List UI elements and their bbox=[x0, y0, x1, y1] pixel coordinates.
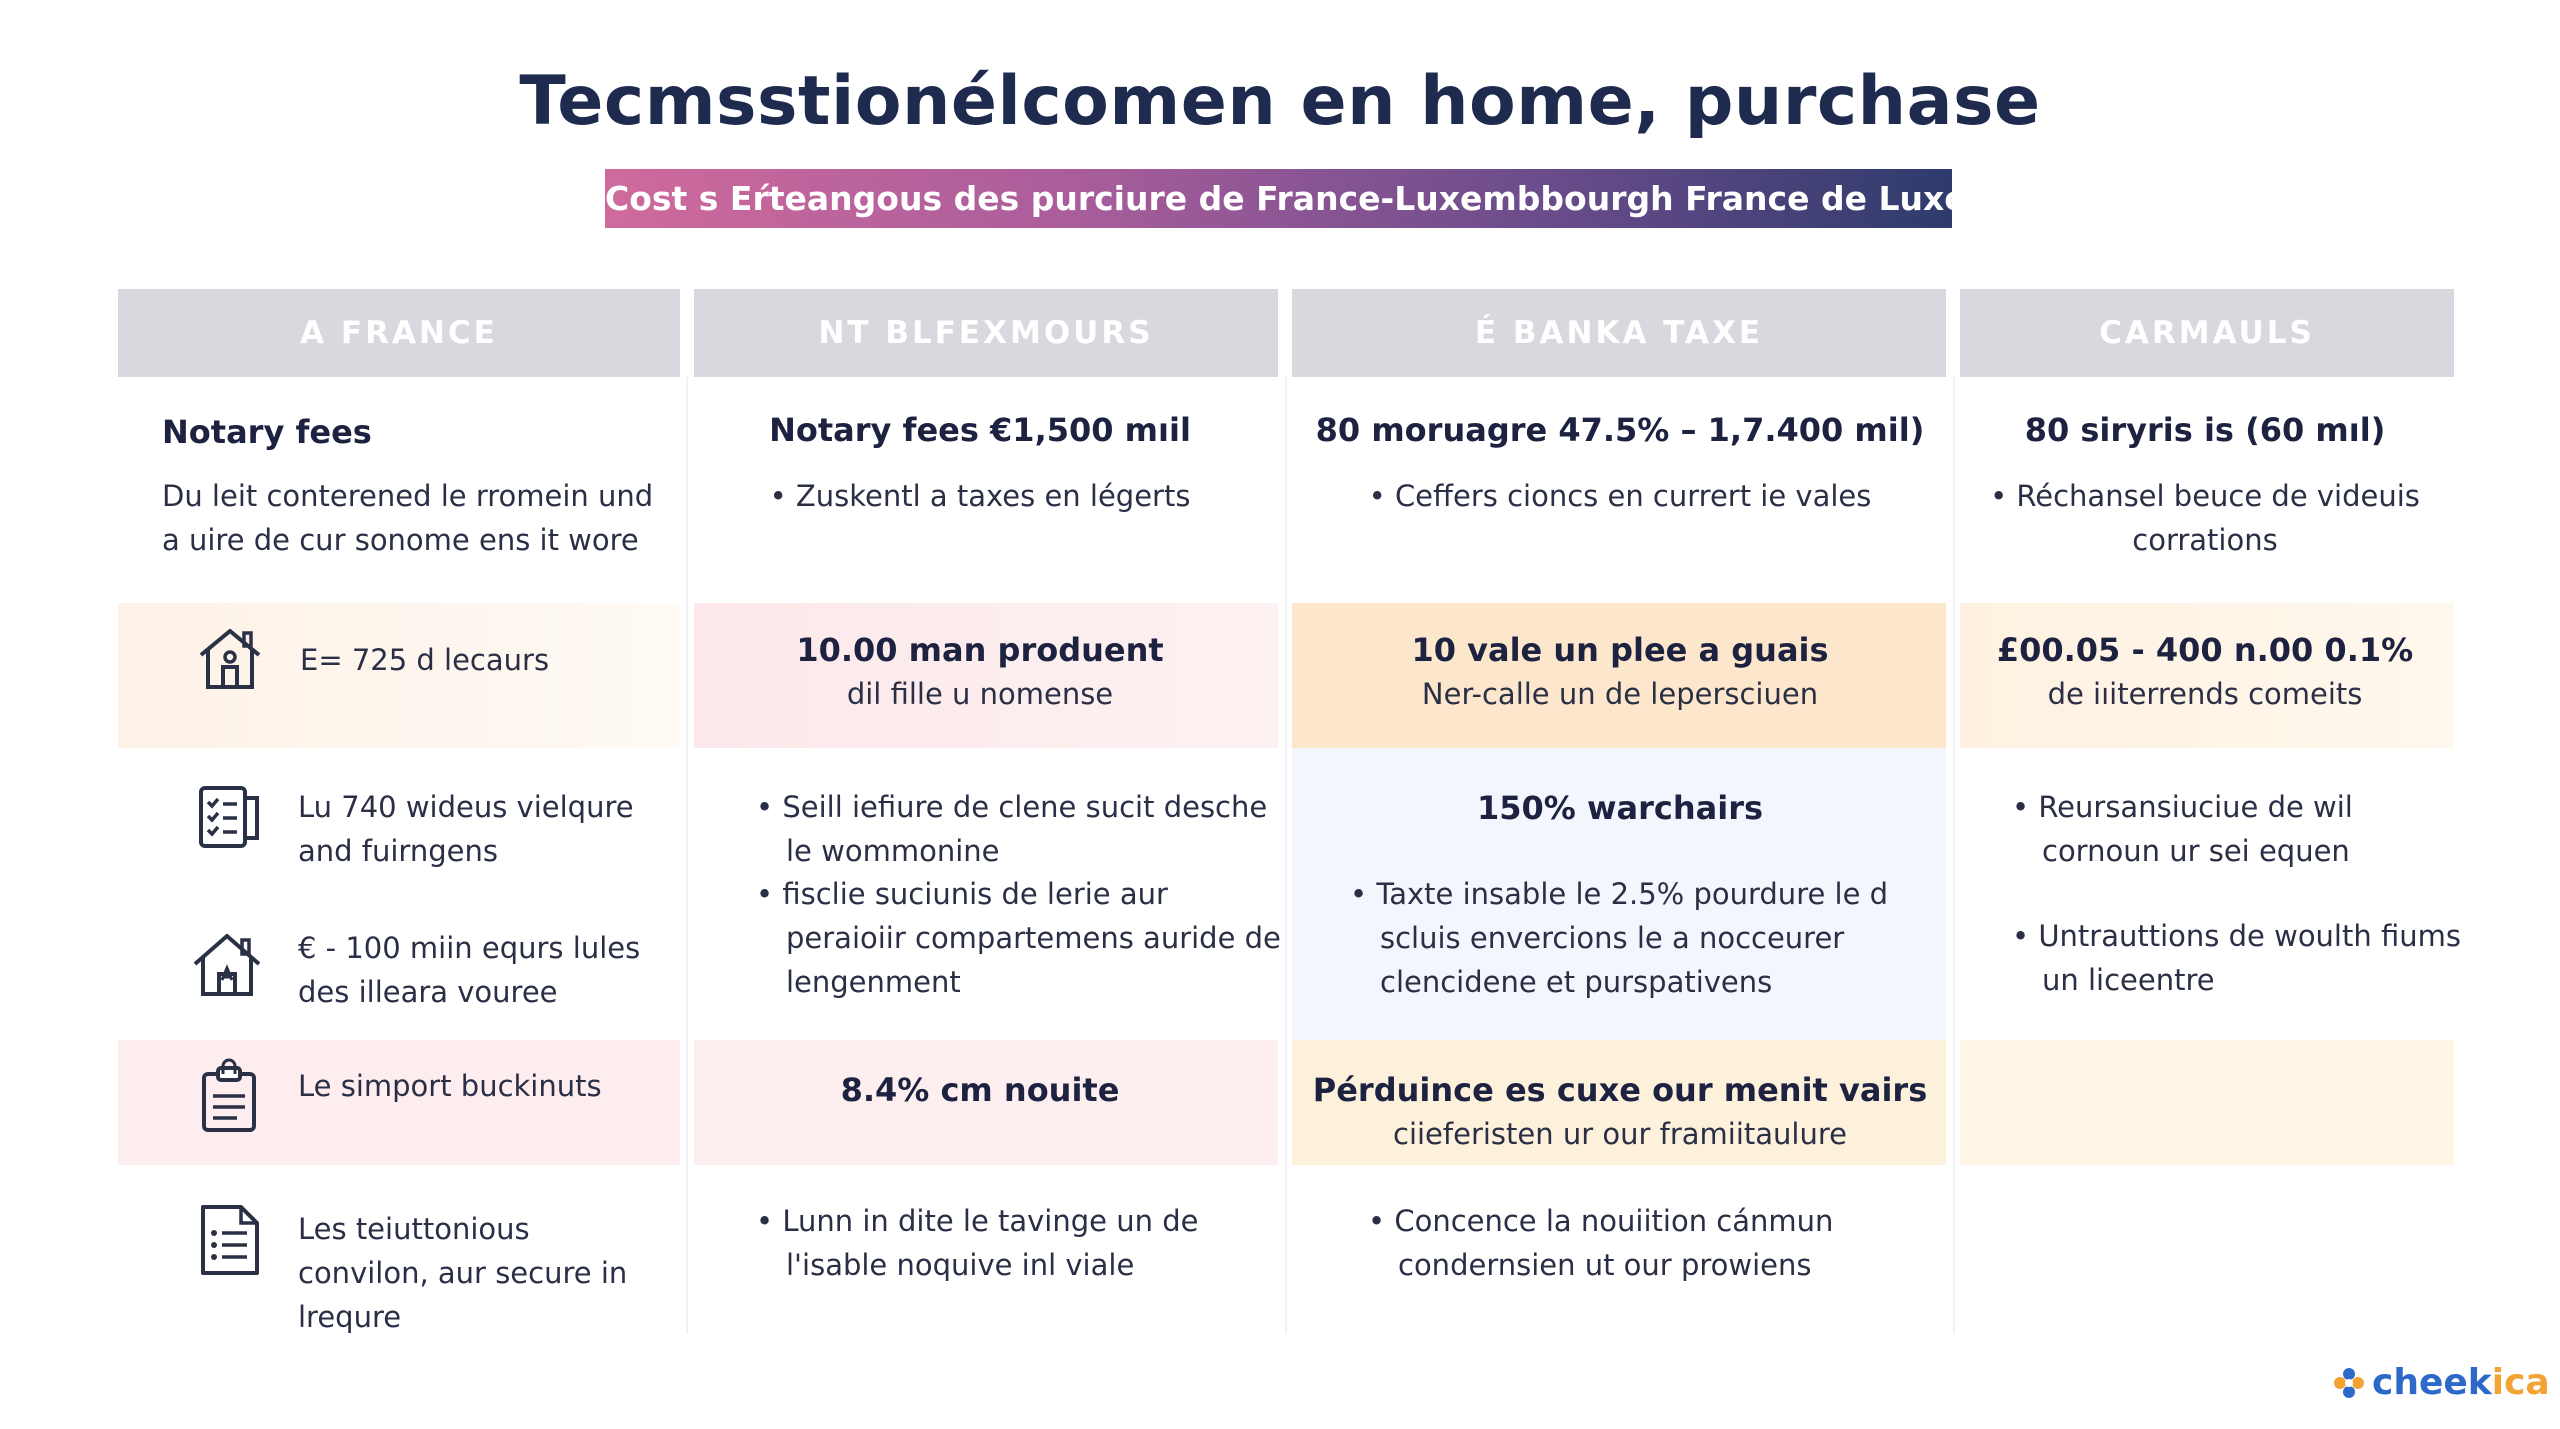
column-header-france: A FRANCE bbox=[118, 289, 680, 377]
row3-bank-title: 150% warchairs bbox=[1476, 789, 1764, 827]
row4-france-text: Le simport buckinuts bbox=[298, 1069, 602, 1103]
row3-carmauls-bullet-a: • Reursansiuciue de wil cornoun ur sei equen bbox=[2012, 790, 2353, 868]
row4-lux-title: 8.4% cm nouite bbox=[840, 1071, 1120, 1109]
row3-bank-bullet: • Taxte insable le 2.5% pourdure le d scluis envercions le a nocceurer clencidene et purspativens bbox=[1350, 877, 1889, 999]
row3-carmauls-bullet-b: • Untrauttions de woulth fiums un liceentre bbox=[2012, 919, 2461, 997]
row2-bank-sub: Ner-calle un de lepersciuen bbox=[1421, 677, 1819, 711]
row1-bank-title: 80 moruagre 47.5% – 1,7.400 mil) bbox=[1315, 411, 1925, 449]
brand-logo bbox=[2332, 1362, 2550, 1403]
row-band bbox=[1960, 1040, 2454, 1165]
column-divider bbox=[1953, 377, 1955, 1334]
row2-bank-title: 10 vale un plee a guais bbox=[1411, 631, 1829, 669]
row2-lux-sub: dil fille u nomense bbox=[846, 677, 1114, 711]
page-subtitle-banner: Cost s Eŕteangous des purciure de France-Luxembbourgh France de Luxembourgh bbox=[605, 169, 1952, 228]
row2-france-text: E= 725 d lecaurs bbox=[300, 643, 550, 677]
row3-france-text-b: € - 100 miin equrs lules des illeara vouree bbox=[298, 931, 641, 1009]
row1-carmauls-title: 80 siryris is (60 mıl) bbox=[2024, 411, 2386, 449]
logo-flower-icon bbox=[2332, 1366, 2366, 1400]
row1-lux-bullet: • Zuskentl a taxes en légerts bbox=[769, 479, 1191, 513]
column-header-carmauls: CARMAULS bbox=[1960, 289, 2454, 377]
row1-bank-bullet: • Ceffers cioncs en currert ie vales bbox=[1368, 479, 1872, 513]
row3-lux-bullet-a: • Seill iefiure de clene sucit desche le wommonine bbox=[756, 790, 1268, 868]
column-header-luxembourg: NT BLFEXMOURS bbox=[694, 289, 1278, 377]
house-icon bbox=[190, 928, 264, 1000]
row3-france-text-a: Lu 740 wideus vielqure and fuirngens bbox=[298, 790, 634, 868]
row5-lux-bullet: • Lunn in dite le tavinge un de l'isable noquive inl viale bbox=[756, 1204, 1199, 1282]
row1-carmauls-bullet: • Réchansel beuce de videuis corrations bbox=[1990, 479, 2420, 557]
row2-lux-title: 10.00 man produent bbox=[796, 631, 1164, 669]
logo-text-accent: ica bbox=[2491, 1362, 2550, 1403]
row1-france-title: Notary fees bbox=[162, 413, 372, 451]
column-divider bbox=[686, 377, 688, 1334]
row3-lux-bullet-b: • fisclie suciunis de lerie aur peraioiir compartemens auride de lengenment bbox=[756, 877, 1281, 999]
row2-carmauls-title: £00.05 - 400 n.00 0.1% bbox=[1996, 631, 2414, 669]
logo-text-main: cheek bbox=[2372, 1362, 2492, 1403]
column-header-bank-tax: É BANKA TAXE bbox=[1292, 289, 1946, 377]
list-document-icon bbox=[197, 1201, 263, 1279]
row5-france-text: Les teiuttonious convilon, aur secure in lrequre bbox=[298, 1212, 628, 1334]
row4-bank-title: Pérduince es cuxe our menit vairs bbox=[1312, 1071, 1928, 1109]
checklist-document-icon bbox=[195, 782, 265, 852]
row2-carmauls-sub: de iıiterrends comeits bbox=[2047, 677, 2363, 711]
row1-lux-title: Notary fees €1,500 mıil bbox=[769, 411, 1191, 449]
row1-france-text: Du leit conterened le rromein und a uire de cur sonome ens it wore bbox=[162, 479, 654, 557]
page-title: Tecmsstionélcomen en home, purchase bbox=[519, 62, 2041, 141]
clipboard-lock-icon bbox=[195, 1062, 265, 1134]
row5-bank-bullet: • Concence la nouiition cánmun condernsien ut our prowiens bbox=[1368, 1204, 1834, 1282]
row4-bank-sub: ciieferisten ur our framiitaulure bbox=[1393, 1117, 1847, 1151]
house-icon bbox=[195, 623, 265, 693]
